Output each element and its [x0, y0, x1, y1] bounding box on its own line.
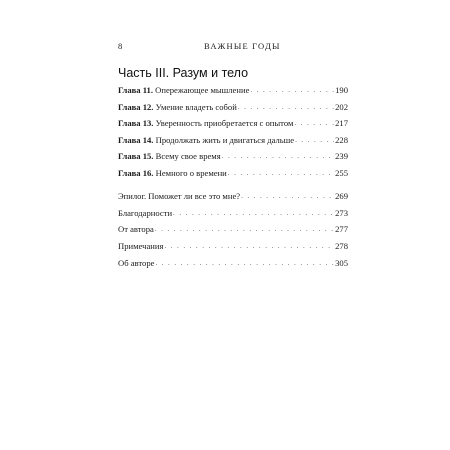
toc-entry-label: От автора: [118, 224, 154, 235]
toc-page-number: 255: [335, 167, 348, 178]
book-title: ВАЖНЫЕ ГОДЫ: [204, 41, 281, 51]
dot-leader: [173, 209, 334, 217]
page-number: 8: [118, 41, 123, 51]
chapter-number: Глава 15.: [118, 151, 154, 162]
dot-leader: [222, 152, 334, 160]
toc-entry-label: [118, 102, 237, 112]
chapter-number: Глава 16.: [118, 167, 154, 178]
toc-page-number: 273: [335, 207, 348, 218]
chapter-number: Глава 13.: [118, 118, 154, 129]
backmatter-list: [118, 191, 348, 274]
toc-page-number: 190: [335, 85, 348, 95]
toc-entry-epilogue: [118, 191, 348, 208]
toc-page-number: 239: [335, 151, 348, 162]
toc-page-number: 277: [335, 224, 348, 235]
chapter-title: Всему свое время: [155, 151, 221, 162]
toc-entry-label: [118, 151, 221, 161]
toc-entry-label: Об авторе: [118, 257, 155, 268]
toc-entry-label: Эпилог. Поможет ли все это мне?: [118, 191, 241, 201]
toc-entry-label: [118, 135, 294, 145]
dot-leader: [241, 192, 334, 200]
chapter-list: [118, 85, 348, 185]
dot-leader: [228, 169, 334, 177]
toc-entry-label: [118, 85, 249, 95]
toc-entry-chapter-16: [118, 168, 348, 185]
dot-leader: [155, 225, 334, 233]
toc-entry-chapter-14: [118, 135, 348, 152]
toc-entry-chapter-12: [118, 102, 348, 119]
running-head: [118, 41, 348, 53]
toc-entry-notes: [118, 241, 348, 258]
toc-entry-chapter-11: [118, 85, 348, 102]
dot-leader: [238, 103, 334, 111]
toc-page-number: 305: [335, 257, 348, 268]
toc-entry-label: [118, 118, 293, 128]
dot-leader: [250, 86, 334, 94]
chapter-title: Опережающее мышление: [155, 85, 250, 95]
toc-entry-authors-note: [118, 224, 348, 241]
toc-entry-acknowledgements: [118, 208, 348, 225]
chapter-number: Глава 11.: [118, 85, 153, 95]
toc-entry-label: Примечания: [118, 241, 164, 252]
toc-page-number: 278: [335, 241, 348, 252]
chapter-title: Умение владеть собой: [155, 101, 237, 112]
chapter-title: Немного о времени: [155, 167, 227, 178]
dot-leader: [295, 136, 334, 144]
chapter-title: Уверенность приобретается с опытом: [155, 118, 294, 129]
toc-page-number: 217: [335, 118, 348, 129]
part-title: Часть III. Разум и тело: [118, 66, 249, 80]
toc-entry-chapter-13: [118, 118, 348, 135]
dot-leader: [164, 242, 334, 250]
toc-entry-chapter-15: [118, 151, 348, 168]
chapter-title: Продолжать жить и двигаться дальше: [155, 134, 295, 145]
toc-page-number: 202: [335, 101, 348, 112]
chapter-number: Глава 14.: [118, 134, 154, 145]
dot-leader: [155, 259, 334, 267]
toc-entry-about-author: [118, 258, 348, 275]
toc-entry-label: [118, 168, 227, 178]
toc-entry-label: Благодарности: [118, 207, 173, 218]
toc-page-number: 228: [335, 134, 348, 145]
dot-leader: [294, 119, 334, 127]
toc-page-number: 269: [335, 191, 348, 201]
chapter-number: Глава 12.: [118, 101, 154, 112]
